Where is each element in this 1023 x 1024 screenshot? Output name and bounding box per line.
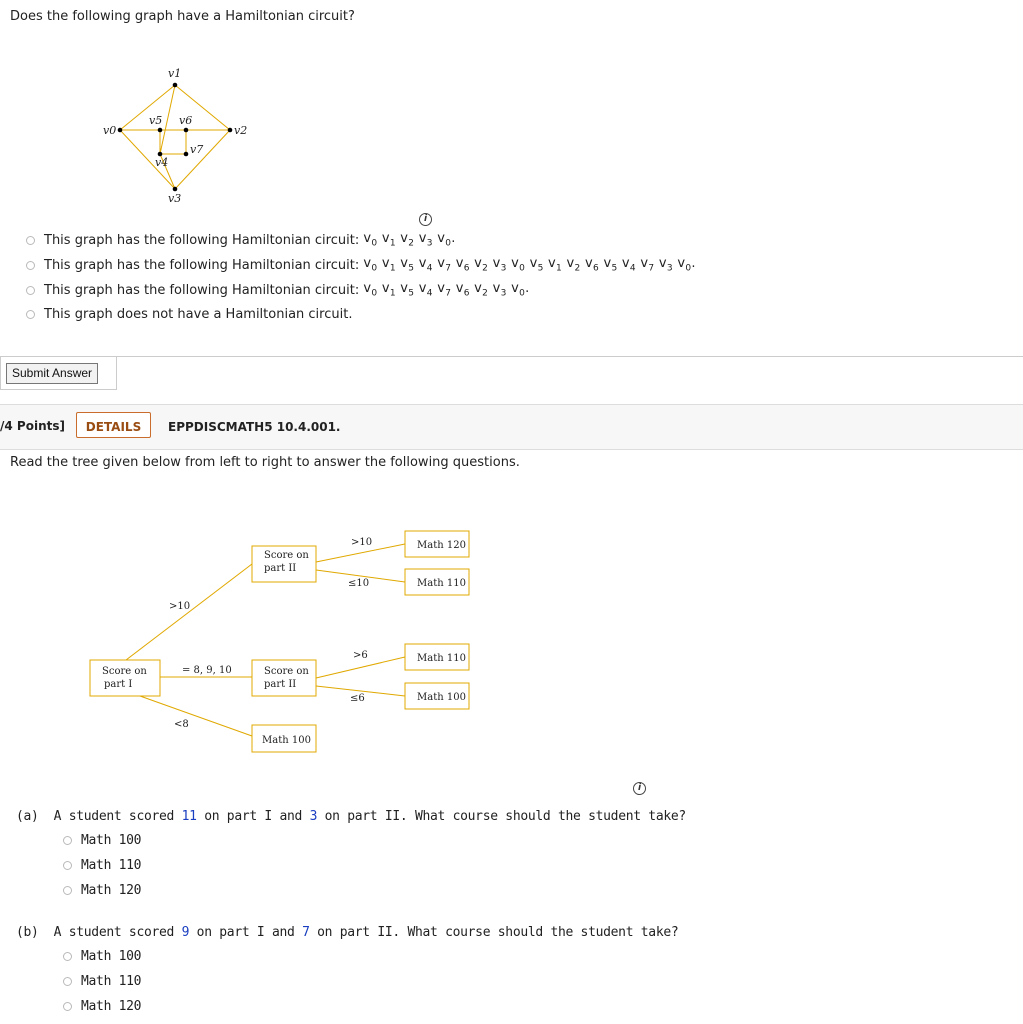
top-edge-label-1: >10	[351, 537, 373, 548]
root-label-1: Score on	[102, 666, 147, 677]
vertex-v7	[184, 152, 189, 157]
submit-answer-button[interactable]: Submit Answer	[6, 363, 98, 384]
vertex-token: $v_7$	[437, 281, 452, 299]
vertex-v1	[173, 83, 178, 88]
highlighted-number: 7	[302, 925, 310, 940]
vertex-token: $v_0$	[437, 231, 452, 249]
part-b-option-2[interactable]	[63, 971, 141, 991]
option-text: Math 110	[81, 857, 142, 873]
question-text: A student scored	[53, 925, 182, 940]
vertex-token: $v_6$	[455, 256, 470, 274]
root-label-2: part I	[104, 679, 133, 690]
question-intro: Read the tree given below from left to right to answer the following questions.	[10, 455, 520, 470]
label-v5: v5	[149, 114, 163, 127]
vertex-token: $v_2$	[474, 281, 489, 299]
vertex-token: $v_7$	[640, 256, 655, 274]
label-v2: v2	[234, 124, 248, 137]
edge-label-gt10: >10	[169, 601, 191, 612]
vertex-token: $v_0$	[363, 281, 378, 299]
vertex-v6	[184, 128, 189, 133]
label-v4: v4	[155, 156, 169, 169]
mid-node-label-1: Score on	[264, 666, 309, 677]
option-text: Math 100	[81, 832, 142, 848]
part-b-question	[16, 925, 678, 940]
option-text: This graph does not have a Hamiltonian circuit.	[44, 306, 353, 322]
vertex-token: $v_6$	[455, 281, 470, 299]
vertex-token: $v_2$	[474, 256, 489, 274]
question-title: Does the following graph have a Hamiltonian circuit?	[10, 9, 355, 24]
radio-button[interactable]	[63, 861, 72, 870]
question-text: on part II. What course should the student take?	[309, 925, 679, 940]
label-v3: v3	[168, 192, 182, 205]
part-a-question	[16, 809, 686, 824]
divider	[0, 356, 1, 390]
tree-edge-root-top	[126, 564, 252, 660]
vertex-v2	[228, 128, 233, 133]
leaf-label-top1: Math 120	[417, 540, 466, 551]
vertex-token: $v_4$	[418, 256, 433, 274]
vertex-token: $v_5$	[400, 281, 415, 299]
top-edge-label-2: ≤10	[348, 578, 370, 589]
vertex-token: $v_7$	[437, 256, 452, 274]
option-text: Math 120	[81, 882, 142, 898]
tree-edge-root-low	[140, 696, 252, 736]
vertex-token: $v_6$	[584, 256, 599, 274]
label-v1: v1	[168, 67, 182, 80]
info-icon[interactable]: i	[419, 213, 432, 226]
vertex-token: $v_0$	[511, 281, 526, 299]
vertex-token: $v_3$	[492, 256, 507, 274]
vertex-token: $v_0$	[363, 231, 378, 249]
option-text: Math 120	[81, 998, 142, 1014]
leaf-label-top2: Math 110	[417, 578, 466, 589]
vertex-token: $v_3$	[418, 231, 433, 249]
details-button[interactable]: DETAILS	[76, 412, 151, 438]
part-a-option-2[interactable]	[63, 855, 141, 875]
part-a-option-3[interactable]	[63, 880, 141, 900]
top-node-label-2: part II	[264, 563, 297, 574]
vertex-token: $v_1$	[381, 231, 396, 249]
part-label: (b)	[16, 925, 39, 940]
question-text: on part I and	[196, 809, 310, 824]
highlighted-number: 9	[181, 925, 190, 940]
vertex-token: $v_3$	[492, 281, 507, 299]
mid-node-label-2: part II	[264, 679, 297, 690]
part-a-option-1[interactable]	[63, 830, 141, 850]
divider	[0, 389, 117, 390]
vertex-token: $v_4$	[418, 281, 433, 299]
edge-v2-v3	[175, 130, 230, 189]
decision-tree	[80, 520, 480, 760]
low-leaf-label: Math 100	[262, 735, 311, 746]
answer-option-4[interactable]	[26, 304, 352, 324]
divider	[0, 356, 1023, 357]
radio-button[interactable]	[63, 1002, 72, 1011]
answer-option-3[interactable]	[26, 280, 530, 300]
vertex-sequence: $v_0$ $v_1$ $v_5$ $v_4$ $v_7$ $v_6$ $v_2$ $v_3$ $v_0$.	[363, 281, 530, 299]
part-b-option-1[interactable]	[63, 946, 141, 966]
vertex-token: $v_0$	[677, 256, 692, 274]
question-text: A student scored	[53, 809, 182, 824]
answer-option-1[interactable]	[26, 230, 456, 250]
vertex-token: $v_5$	[400, 256, 415, 274]
label-v7: v7	[190, 143, 204, 156]
option-text: Math 110	[81, 973, 142, 989]
vertex-token: $v_0$	[511, 256, 526, 274]
radio-button[interactable]	[63, 952, 72, 961]
mid-edge-label-2: ≤6	[350, 693, 365, 704]
vertex-token: $v_3$	[658, 256, 673, 274]
vertex-token: $v_1$	[381, 256, 396, 274]
info-icon[interactable]: i	[633, 782, 646, 795]
vertex-token: $v_1$	[381, 281, 396, 299]
vertex-v3	[173, 187, 178, 192]
problem-code: EPPDISCMATH5 10.4.001.	[168, 420, 341, 434]
vertex-token: $v_0$	[363, 256, 378, 274]
option-text: Math 100	[81, 948, 142, 964]
vertex-v5	[158, 128, 163, 133]
leaf-label-mid1: Math 110	[417, 653, 466, 664]
radio-button[interactable]	[63, 977, 72, 986]
vertex-v0	[118, 128, 123, 133]
option-prefix: This graph has the following Hamiltonian circuit:	[44, 282, 364, 298]
vertex-token: $v_4$	[621, 256, 636, 274]
radio-button[interactable]	[26, 236, 35, 245]
edge-label-8910: = 8, 9, 10	[182, 665, 232, 676]
vertex-sequence: $v_0$ $v_1$ $v_2$ $v_3$ $v_0$.	[363, 231, 456, 249]
leaf-label-mid2: Math 100	[417, 692, 466, 703]
vertex-token: $v_5$	[529, 256, 544, 274]
answer-option-2[interactable]	[26, 255, 696, 275]
radio-button[interactable]	[63, 886, 72, 895]
radio-button[interactable]	[26, 286, 35, 295]
vertex-sequence: $v_0$ $v_1$ $v_5$ $v_4$ $v_7$ $v_6$ $v_2$ $v_3$ $v_0$ $v_5$ $v_1$ $v_2$ $v_6$ $v_5$ $v_4$ $v_7$ $v_3$ $v_0$.	[363, 256, 696, 274]
question-header	[0, 404, 1023, 450]
divider	[116, 356, 117, 390]
radio-button[interactable]	[26, 261, 35, 270]
highlighted-number: 11	[181, 809, 197, 824]
hamiltonian-graph	[95, 65, 255, 205]
highlighted-number: 3	[309, 809, 318, 824]
vertex-token: $v_5$	[603, 256, 618, 274]
question-text: on part I and	[189, 925, 303, 940]
points-label: /4 Points]	[0, 419, 65, 433]
vertex-token: $v_2$	[566, 256, 581, 274]
part-b-option-3[interactable]	[63, 996, 141, 1016]
option-prefix: This graph has the following Hamiltonian circuit:	[44, 257, 364, 273]
part-label: (a)	[16, 809, 39, 824]
radio-button[interactable]	[26, 310, 35, 319]
radio-button[interactable]	[63, 836, 72, 845]
vertex-token: $v_1$	[548, 256, 563, 274]
mid-edge-label-1: >6	[353, 650, 368, 661]
top-node-label-1: Score on	[264, 550, 309, 561]
question-text: on part II. What course should the student take?	[317, 809, 686, 824]
option-prefix: This graph has the following Hamiltonian circuit:	[44, 232, 364, 248]
label-v0: v0	[103, 124, 117, 137]
vertex-token: $v_2$	[400, 231, 415, 249]
label-v6: v6	[179, 114, 193, 127]
edge-label-lt8: <8	[174, 719, 189, 730]
